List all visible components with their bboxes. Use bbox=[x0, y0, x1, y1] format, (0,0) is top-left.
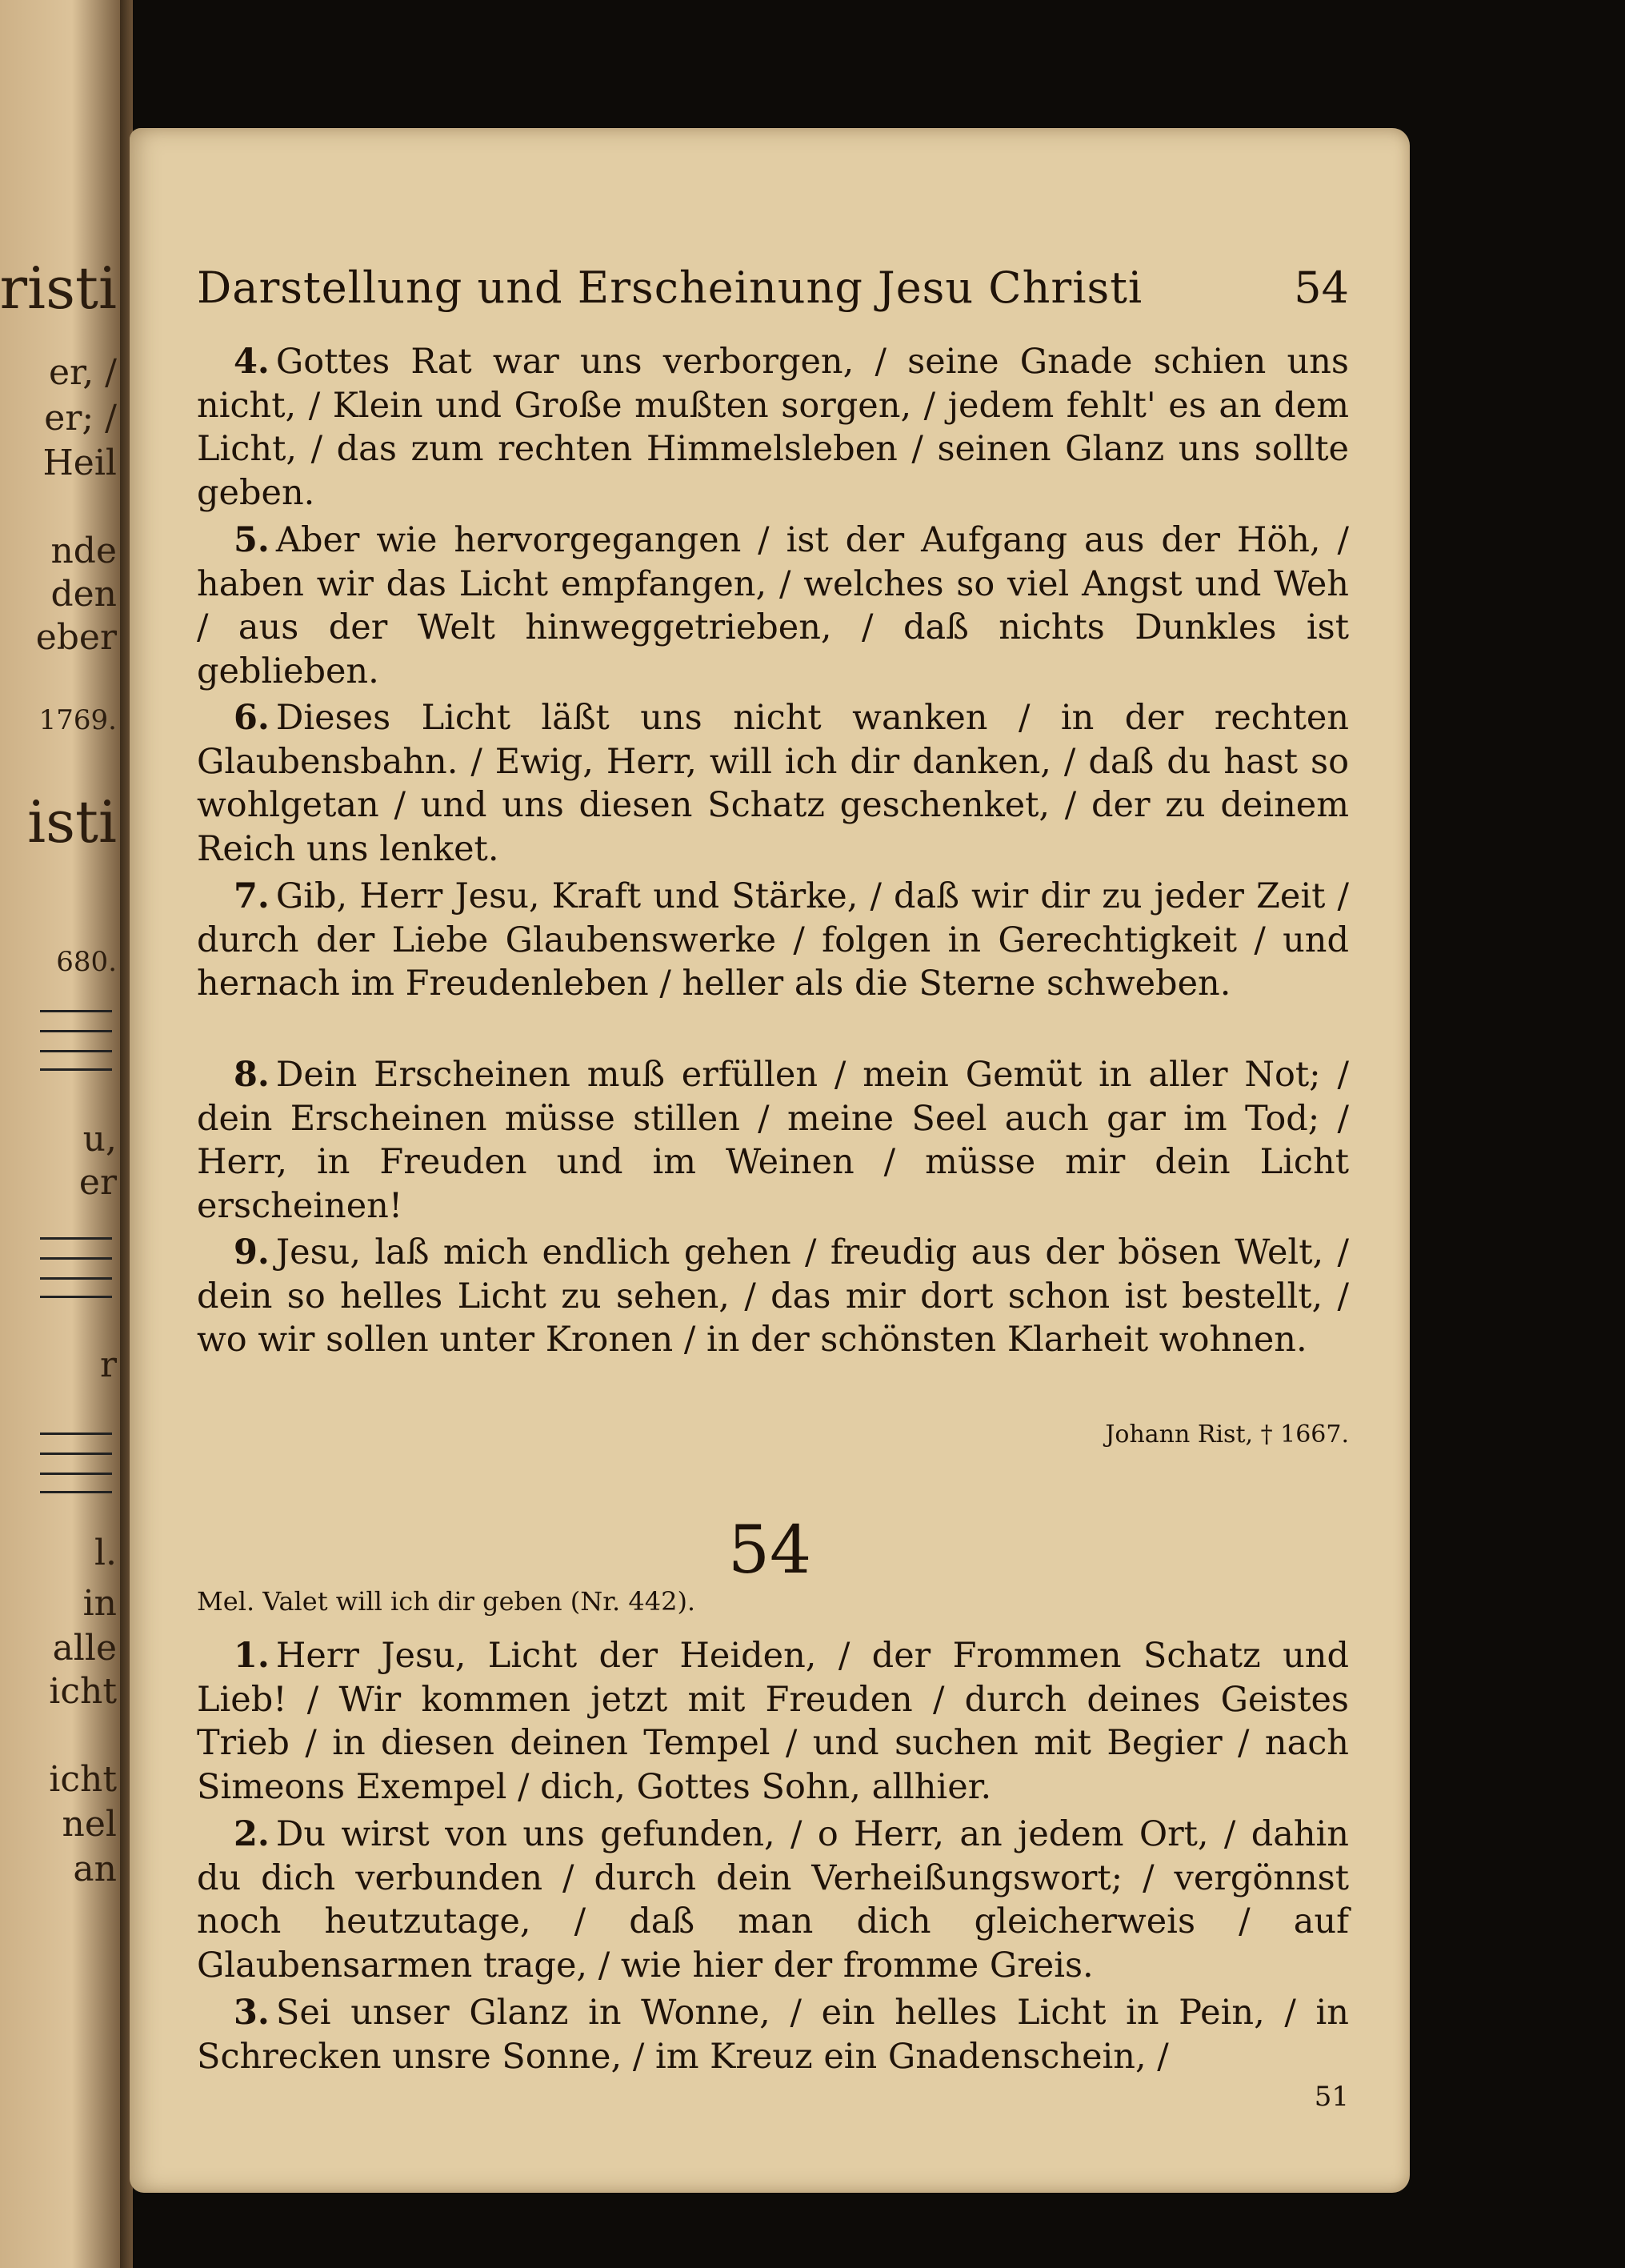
hymn-author: Johann Rist, † 1667. bbox=[1105, 1420, 1349, 1449]
left-page-line: nel bbox=[62, 1804, 117, 1845]
left-page-line: er bbox=[78, 1162, 117, 1203]
verse-text: Gib, Herr Jesu, Kraft und Stärke, / daß wir dir zu jeder Zeit / durch der Liebe Glaubenswerke / folgen in Gerechtigkeit / und hernach im Freudenleben / heller als die Sterne schweben. bbox=[197, 876, 1349, 1004]
author-line bbox=[197, 1408, 1349, 1457]
hymn-verse bbox=[197, 696, 1349, 871]
left-page-line: in bbox=[82, 1583, 117, 1624]
music-staff bbox=[40, 1010, 112, 1071]
hymn-verse bbox=[197, 340, 1349, 515]
verse-number: 6. bbox=[234, 698, 270, 738]
verse-text: Herr Jesu, Licht der Heiden, / der Frommen Schatz und Lieb! / Wir kommen jetzt mit Freuden / durch deines Geistes Trieb / in diesen deinen Tempel / und suchen mit Begier / nach Simeons Exempel / dich, Gottes Sohn, allhier. bbox=[197, 1636, 1349, 1807]
left-page-line: r bbox=[99, 1344, 117, 1385]
left-page-line: Heil bbox=[42, 443, 117, 483]
verse-text: Aber wie hervorgegangen / ist der Aufgang aus der Höh, / haben wir das Licht empfangen, / welches so viel Angst und Weh / aus der Welt hinweggetrieben, / daß nichts Dunkles ist geblieben. bbox=[197, 520, 1349, 691]
verse-text: Gottes Rat war uns verborgen, / seine Gnade schien uns nicht, / Klein und Große mußten sorgen, / jedem fehlt' es an dem Licht, / das zum rechten Himmelsleben / seinen Glanz uns sollte geben. bbox=[197, 342, 1349, 513]
left-page-line: risti bbox=[0, 254, 117, 322]
hymn-verse bbox=[197, 1231, 1349, 1362]
verse-text: Jesu, laß mich endlich gehen / freudig aus der bösen Welt, / dein so helles Licht zu sehen, / das mir dort schon ist bestellt, / wo wir sollen unter Kronen / in der schönsten Klarheit wohnen. bbox=[197, 1232, 1349, 1360]
hymnal-page bbox=[130, 128, 1410, 2193]
verse-text: Dieses Licht läßt uns nicht wanken / in der rechten Glaubensbahn. / Ewig, Herr, will ich dir danken, / daß du hast so wohlgetan / und uns diesen Schatz geschenket, / der zu deinem Reich uns lenket. bbox=[197, 698, 1349, 869]
verse-text: Sei unser Glanz in Wonne, / ein helles Licht in Pein, / in Schrecken unsre Sonne, / im Kreuz ein Gnadenschein, / bbox=[197, 1993, 1349, 2077]
left-page-line: eber bbox=[35, 617, 117, 658]
left-page-edge bbox=[0, 0, 120, 2268]
verse-number: 8. bbox=[234, 1055, 270, 1095]
hymn-verse bbox=[197, 1053, 1349, 1228]
verse-number: 4. bbox=[234, 342, 270, 382]
page-number: 51 bbox=[1314, 2081, 1349, 2113]
running-header-title: Darstellung und Erscheinung Jesu Christi bbox=[197, 262, 1143, 313]
left-page-line: u, bbox=[82, 1119, 117, 1160]
running-header-hymn-number: 54 bbox=[1294, 262, 1349, 313]
hymn-verse bbox=[197, 1813, 1349, 1987]
left-page-line: isti bbox=[27, 788, 117, 856]
left-page-line: alle bbox=[52, 1628, 117, 1669]
left-page-line: nde bbox=[50, 531, 117, 571]
verse-number: 7. bbox=[234, 876, 270, 916]
music-staff bbox=[40, 1237, 112, 1298]
hymn-number-heading: 54 bbox=[727, 1513, 812, 1589]
hymn-verse bbox=[197, 1991, 1349, 2078]
verse-number: 2. bbox=[234, 1814, 270, 1854]
music-staff bbox=[40, 1433, 112, 1493]
left-page-line: icht bbox=[49, 1759, 117, 1800]
verse-number: 1. bbox=[234, 1636, 270, 1676]
left-page-line: an bbox=[73, 1849, 117, 1889]
verse-number: 9. bbox=[234, 1232, 270, 1272]
left-page-line: 680. bbox=[56, 946, 117, 978]
verse-text: Dein Erscheinen muß erfüllen / mein Gemüt in aller Not; / dein Erscheinen müsse stillen / meine Seel auch gar im Tod; / Herr, in Freuden und im Weinen / müsse mir dein Licht erscheinen! bbox=[197, 1055, 1349, 1226]
running-header bbox=[197, 262, 1349, 327]
left-page-line: icht bbox=[49, 1671, 117, 1712]
left-page-line: 1769. bbox=[38, 704, 117, 736]
left-page-line: er, / bbox=[48, 352, 117, 393]
hymn-verse bbox=[197, 519, 1349, 693]
verse-text: Du wirst von uns gefunden, / o Herr, an jedem Ort, / dahin du dich verbunden / durch dein Verheißungswort; / vergönnst noch heutzutage, / daß man dich gleicherweis / auf Glaubensarmen trage, / wie hier der fromme Greis. bbox=[197, 1814, 1349, 1986]
left-page-line: den bbox=[50, 574, 117, 615]
melody-reference: Mel. Valet will ich dir geben (Nr. 442). bbox=[197, 1586, 696, 1617]
hymn-verse bbox=[197, 1634, 1349, 1809]
verse-number: 5. bbox=[234, 520, 270, 560]
left-page-line: l. bbox=[94, 1533, 117, 1573]
verse-number: 3. bbox=[234, 1993, 270, 2033]
left-page-line: er; / bbox=[44, 398, 117, 439]
hymn-verse bbox=[197, 875, 1349, 1006]
